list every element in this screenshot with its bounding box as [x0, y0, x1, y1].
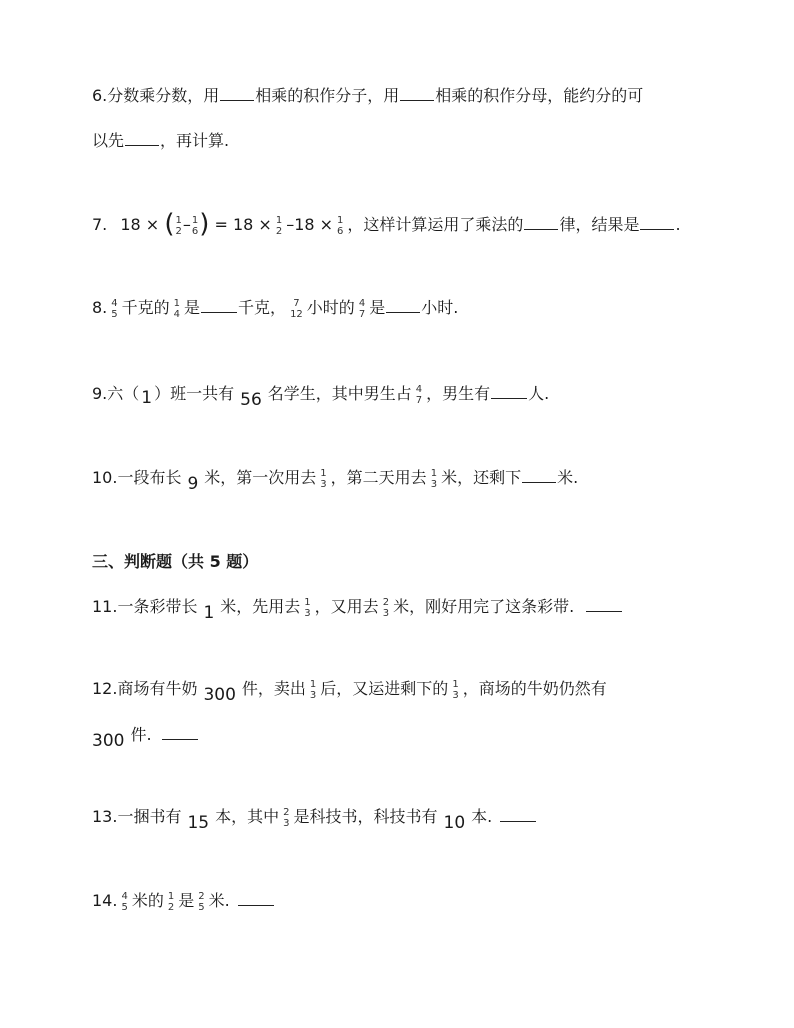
q12-frac-2: 1 3: [452, 678, 459, 701]
q11-answer-blank[interactable]: [586, 610, 622, 612]
q9-frac-1: 4 7: [415, 383, 423, 406]
q12-text-2: 件，卖出: [241, 679, 306, 698]
q6-text-b: 相乘的积作分子，用: [255, 86, 400, 105]
question-13: [92, 806, 537, 833]
q8-frac-4: 4 7: [358, 297, 366, 320]
q9-text-2: ）班一共有: [154, 384, 235, 403]
q8-text-5: 是: [369, 298, 386, 317]
q11-text-3: ，又用去: [314, 597, 379, 616]
q11-text-2: 米，先用去: [220, 597, 301, 616]
q8-blank-1[interactable]: [201, 311, 237, 313]
q12-frac-1: 1 3: [309, 678, 317, 701]
q8-text-2: 是: [184, 298, 201, 317]
q10-text-5: 米.: [557, 468, 579, 487]
q10-frac-2: 1 3: [430, 467, 438, 490]
q10-value-1: 9: [187, 474, 199, 494]
q7-expr-eq: = 18 ×: [214, 215, 272, 234]
q9-value-1: 1: [141, 388, 153, 408]
q14-number: 14.: [92, 891, 118, 910]
q9-text-1: 9.六（: [92, 384, 140, 403]
q10-text-3: ，第二天用去: [330, 468, 427, 487]
q7-frac-3: 1 2: [275, 214, 283, 237]
q13-answer-blank[interactable]: [500, 820, 536, 822]
q8-frac-3: 7 12: [290, 297, 303, 320]
q11-text-1: 11.一条彩带长: [92, 597, 198, 616]
q9-value-2: 56: [240, 390, 262, 410]
q6-text-d: 以先: [92, 131, 125, 150]
q7-minus: –: [182, 215, 191, 234]
q6-text-e: ，再计算.: [160, 131, 230, 150]
q14-text-1: 米的: [131, 891, 164, 910]
q12-text-4: ，商场的牛奶仍然有: [462, 679, 607, 698]
question-12-line-2: [92, 724, 199, 751]
q7-text-2: 律，结果是: [559, 215, 640, 234]
q7-expr-left: 18 ×: [120, 215, 160, 234]
q7-expr-mid: –18 ×: [286, 215, 334, 234]
q13-text-3: 是科技书，科技书有: [293, 807, 438, 826]
q7-text-3: .: [675, 215, 681, 234]
q6-text-c: 相乘的积作分母，能约分的可: [435, 86, 644, 105]
q14-text-2: 是: [178, 891, 195, 910]
q7-blank-2[interactable]: [640, 228, 674, 230]
q6-blank-2[interactable]: [400, 99, 434, 101]
q10-blank-1[interactable]: [522, 481, 556, 483]
q7-paren-open: (: [164, 208, 175, 239]
question-10: [92, 467, 579, 494]
q6-text-a: 6.分数乘分数，用: [92, 86, 220, 105]
q8-text-4: 小时的: [306, 298, 355, 317]
q14-answer-blank[interactable]: [238, 904, 274, 906]
q7-blank-1[interactable]: [524, 228, 558, 230]
q7-frac-1: 1 2: [175, 214, 182, 237]
q13-text-2: 本，其中: [215, 807, 280, 826]
q8-text-6: 小时.: [421, 298, 459, 317]
q8-number: 8.: [92, 298, 108, 317]
q12-value-1: 300: [203, 685, 236, 705]
q13-text-4: 本.: [471, 807, 493, 826]
question-11: [92, 596, 623, 623]
q10-text-4: 米，还剩下: [441, 468, 522, 487]
question-9: [92, 383, 550, 410]
q10-text-1: 10.一段布长: [92, 468, 182, 487]
q10-frac-1: 1 3: [320, 467, 327, 490]
question-12-line-1: [92, 678, 607, 705]
q8-frac-1: 4 5: [111, 297, 118, 320]
q12-answer-blank[interactable]: [162, 738, 198, 740]
q9-blank-1[interactable]: [491, 397, 527, 399]
q9-text-3: 名学生，其中男生占: [267, 384, 412, 403]
q6-blank-1[interactable]: [220, 99, 254, 101]
q11-text-4: 米，刚好用完了这条彩带.: [393, 597, 575, 616]
q10-text-2: 米，第一次用去: [204, 468, 317, 487]
q11-frac-1: 1 3: [304, 596, 311, 619]
q14-text-3: 米.: [208, 891, 230, 910]
question-14: [92, 890, 275, 913]
q14-frac-3: 2 5: [198, 890, 205, 913]
q7-frac-2: 1 6: [191, 214, 199, 237]
q8-blank-2[interactable]: [386, 311, 420, 313]
question-8: [92, 297, 458, 320]
q6-blank-3[interactable]: [125, 144, 159, 146]
question-7: [92, 208, 681, 239]
q7-number: 7.: [92, 215, 108, 234]
q8-frac-2: 1 4: [173, 297, 181, 320]
q13-frac-1: 2 3: [283, 806, 290, 829]
q13-value-2: 10: [443, 813, 466, 833]
q11-value-1: 1: [203, 603, 215, 623]
q9-text-4: ，男生有: [426, 384, 491, 403]
q7-frac-4: 1 6: [337, 214, 344, 237]
q7-text-1: ，这样计算运用了乘法的: [347, 215, 524, 234]
section-3-title: 三、判断题（共 5 题）: [92, 552, 259, 571]
q12-text-3: 后，又运进剩下的: [320, 679, 449, 698]
q12-text-5: 件.: [130, 725, 152, 744]
q13-value-1: 15: [187, 813, 210, 833]
q14-frac-2: 1 2: [167, 890, 175, 913]
q9-text-5: 人.: [528, 384, 550, 403]
q13-text-1: 13.一捆书有: [92, 807, 182, 826]
q8-text-3: 千克，: [238, 298, 287, 317]
q8-text-1: 千克的: [121, 298, 170, 317]
q11-frac-2: 2 3: [382, 596, 390, 619]
question-6-line-2: [92, 130, 229, 152]
q7-paren-close: ): [199, 208, 210, 239]
q12-text-1: 12.商场有牛奶: [92, 679, 198, 698]
question-6-line-1: [92, 85, 643, 107]
q12-value-2: 300: [92, 731, 125, 751]
q14-frac-1: 4 5: [121, 890, 128, 913]
